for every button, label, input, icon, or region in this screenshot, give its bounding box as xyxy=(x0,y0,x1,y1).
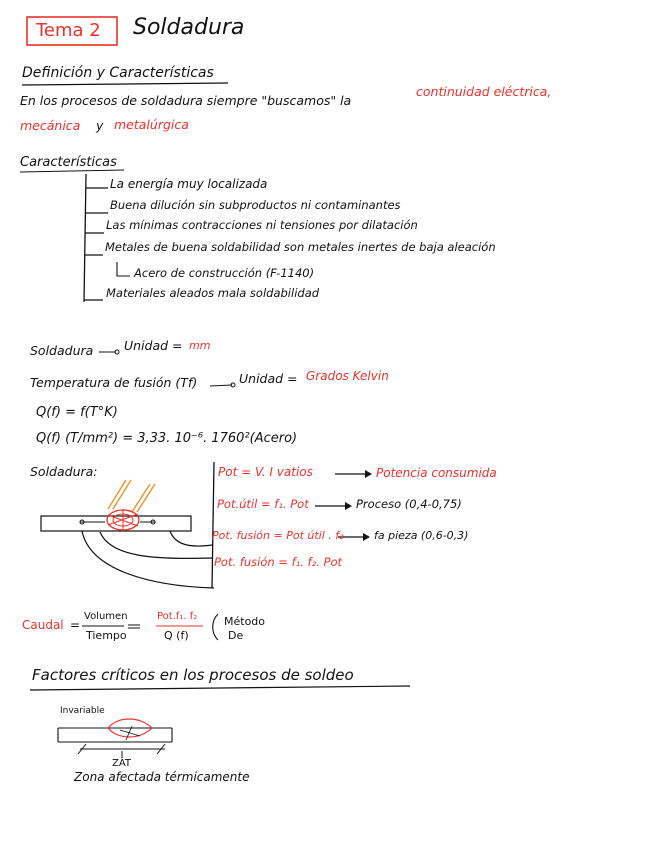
caracteristicas-underline xyxy=(20,170,124,172)
formula-q2: Q(f) (T/mm²) = 3,33. 10⁻⁶. 1760²(Acero) xyxy=(36,431,298,446)
zona-label: Zona afectada térmicamente xyxy=(74,770,250,784)
list-item: Metales de buena soldabilidad son metales inertes de baja aleación xyxy=(105,240,496,254)
list-item: Materiales aleados mala soldabilidad xyxy=(106,286,320,300)
list-item: Acero de construcción (F-1140) xyxy=(134,266,315,280)
pot2-lhs: Pot.útil = f₁. Pot xyxy=(217,497,309,511)
caudal-den1: Tiempo xyxy=(86,629,127,642)
tema-label: Tema 2 xyxy=(36,20,101,41)
caudal-label: Caudal xyxy=(22,618,64,632)
pot3-rhs: fa pieza (0,6-0,3) xyxy=(374,529,469,542)
list-item: Las mínimas contracciones ni tensiones por dilatación xyxy=(106,218,418,232)
caracteristicas-label: Características xyxy=(20,155,117,170)
list-item: La energía muy localizada xyxy=(110,177,268,191)
intro-red-3: metalúrgica xyxy=(114,117,189,132)
pot4: Pot. fusión = f₁. f₂. Pot xyxy=(214,555,343,569)
caudal-num1: Volumen xyxy=(84,611,128,622)
diagram-label: Soldadura: xyxy=(30,464,98,479)
unidad-label: Unidad = xyxy=(124,338,183,353)
intro-red-1: continuidad eléctrica, xyxy=(416,84,552,99)
pot1-rhs: Potencia consumida xyxy=(376,466,497,480)
soldadura-label: Soldadura xyxy=(30,343,94,358)
caudal-method-2: De xyxy=(228,629,244,642)
temp-unidad-value: Grados Kelvin xyxy=(306,369,389,383)
caudal-den2: Q (f) xyxy=(164,629,189,642)
list-item: Buena dilución sin subproductos ni contaminantes xyxy=(110,198,401,212)
intro-y: y xyxy=(96,118,104,133)
temp-unidad-label: Unidad = xyxy=(239,371,298,386)
temp-label: Temperatura de fusión (Tf) xyxy=(30,375,198,390)
factores-heading: Factores críticos en los procesos de soldeo xyxy=(32,666,354,684)
intro-red-2: mecánica xyxy=(20,118,81,133)
section-heading: Definición y Características xyxy=(22,65,214,81)
heading-underline xyxy=(22,83,228,85)
caudal-num2: Pot.f₁. f₂ xyxy=(157,611,198,622)
tree-trunk xyxy=(84,174,86,302)
unidad-value: mm xyxy=(189,339,211,352)
invariable-label: Invariable xyxy=(60,706,105,716)
caudal-method-1: Método xyxy=(224,615,266,628)
pot3-lhs: Pot. fusión = Pot útil . f₂ xyxy=(212,529,344,542)
factores-underline xyxy=(30,686,410,690)
bracket-line xyxy=(212,462,214,588)
pot1-lhs: Pot = V. I vatios xyxy=(218,465,313,479)
page-title: Soldadura xyxy=(133,15,245,40)
formula-q1: Q(f) = f(T°K) xyxy=(36,405,118,420)
intro-text: En los procesos de soldadura siempre "buscamos" la xyxy=(20,93,352,108)
pot2-rhs: Proceso (0,4-0,75) xyxy=(356,497,462,511)
zat-label: ZAT xyxy=(112,758,132,769)
